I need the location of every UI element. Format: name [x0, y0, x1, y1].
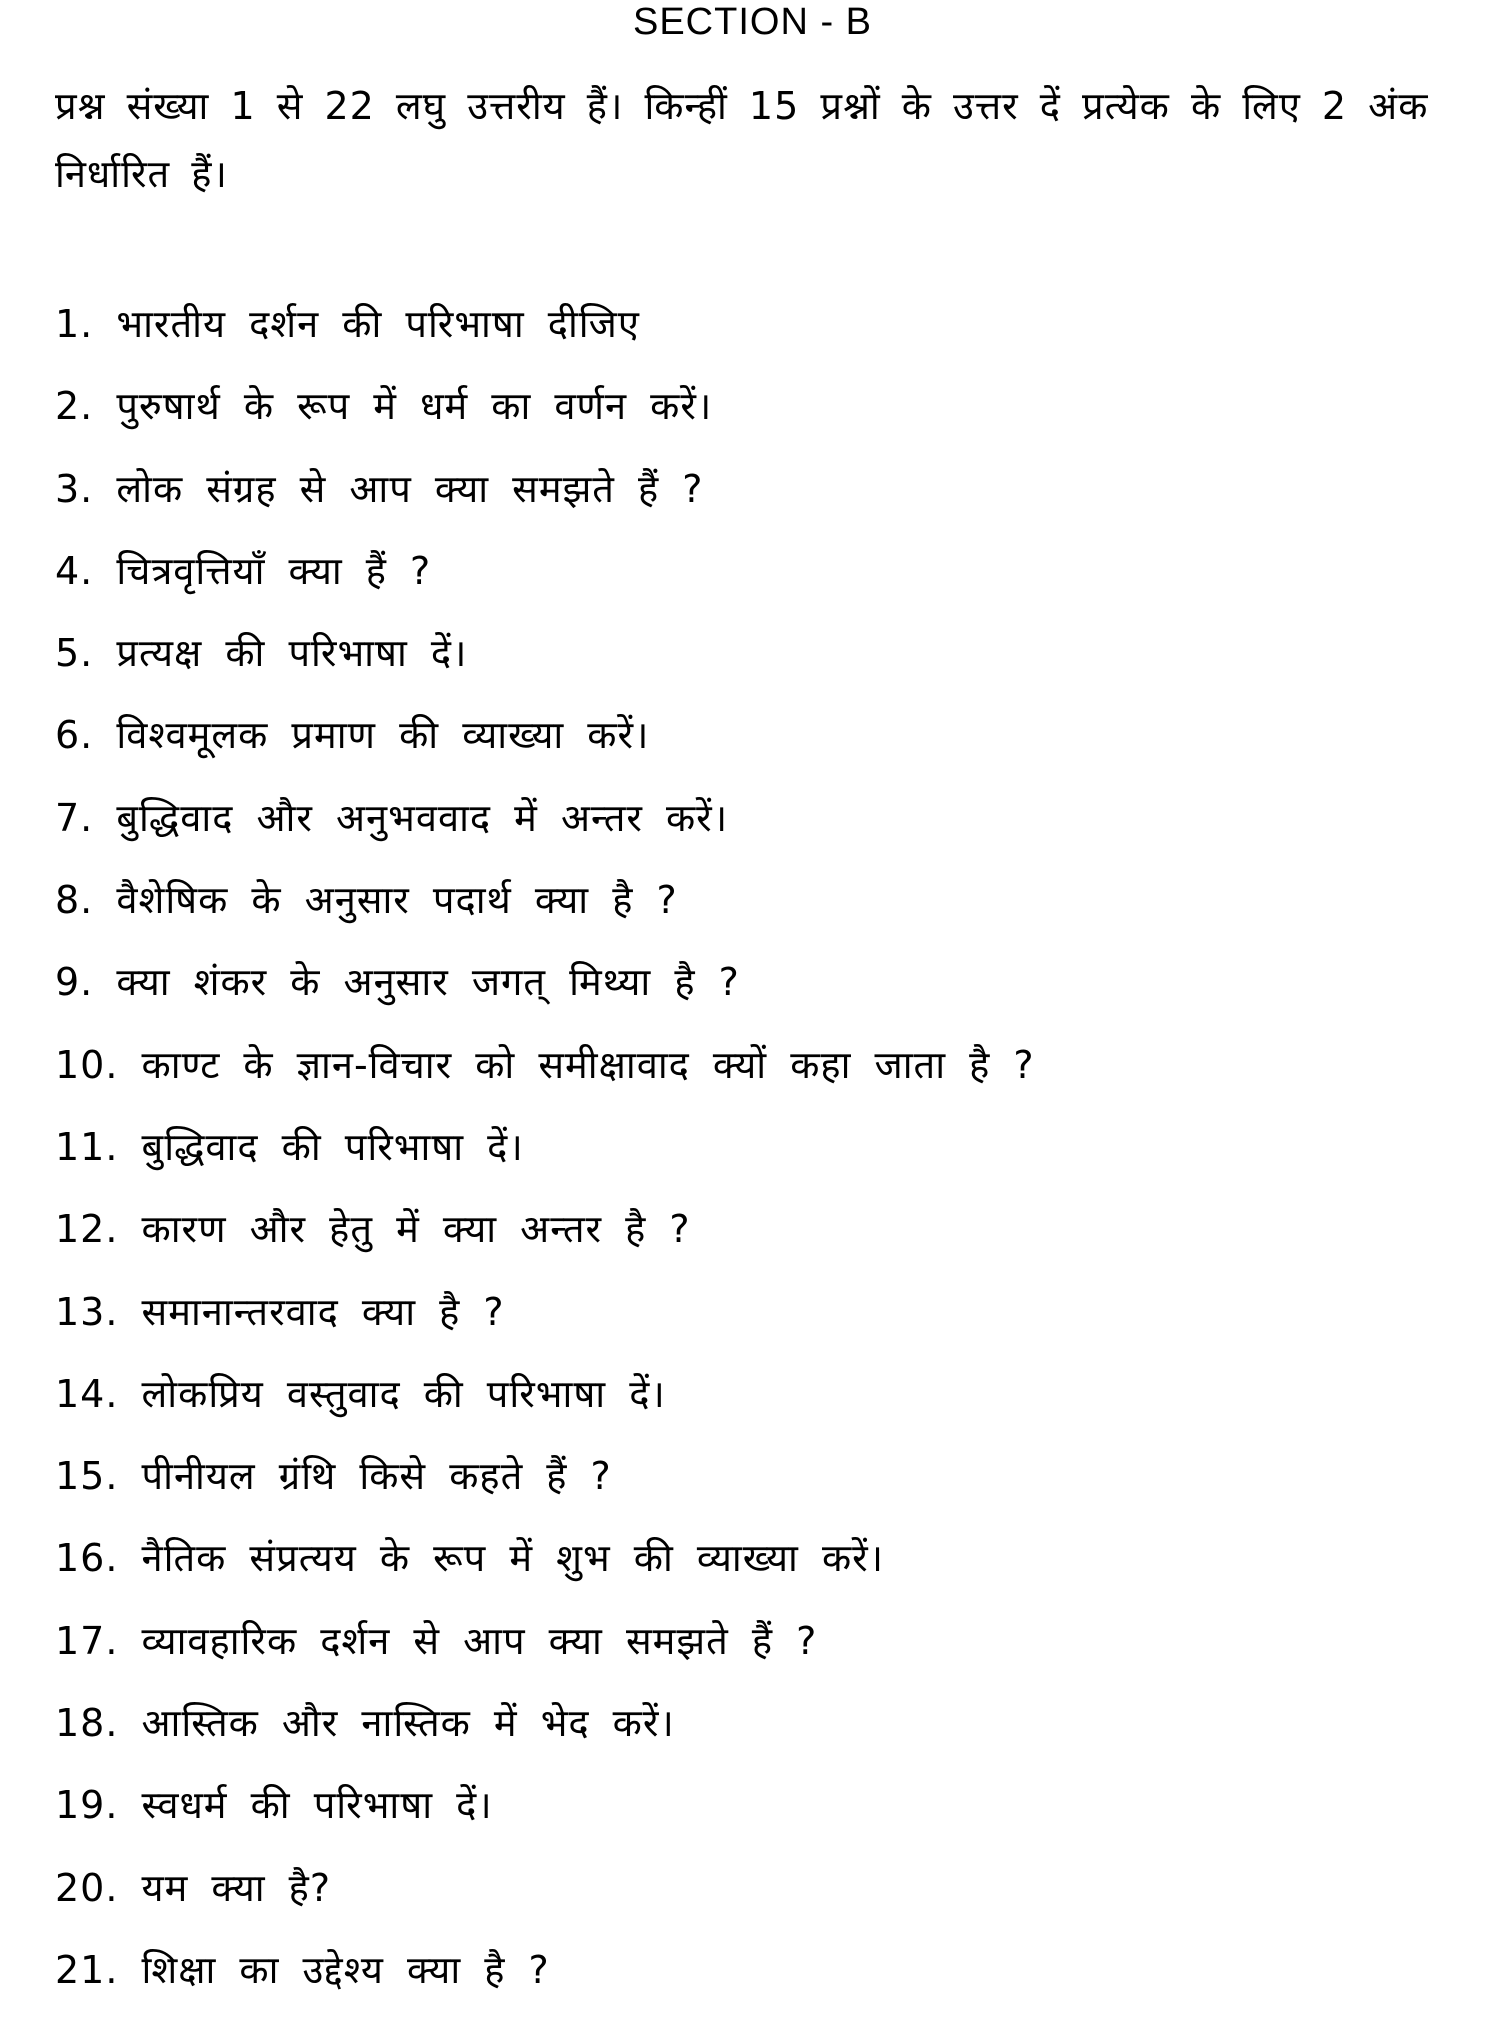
- question-text: बुद्धिवाद की परिभाषा दें।: [141, 1124, 524, 1169]
- question-number: 15.: [55, 1454, 119, 1499]
- question-item: [55, 1450, 1455, 1532]
- question-number: 11.: [55, 1124, 119, 1169]
- question-item: [55, 380, 1455, 462]
- question-text: पुरुषार्थ के रूप में धर्म का वर्णन करें।: [116, 384, 713, 429]
- question-item: [55, 463, 1455, 545]
- question-item: [55, 1697, 1455, 1779]
- question-number: 19.: [55, 1783, 119, 1828]
- question-text: बुद्धिवाद और अनुभववाद में अन्तर करें।: [116, 795, 729, 840]
- instructions-paragraph: प्रश्न संख्या 1 से 22 लघु उत्तरीय हैं। किन्हीं 15 प्रश्नों के उत्तर दें प्रत्येक के लिए 2 अंक निर्धारित हैं।: [55, 84, 1429, 196]
- question-text: वैशेषिक के अनुसार पदार्थ क्या है ?: [116, 878, 678, 923]
- question-text: प्रत्यक्ष की परिभाषा दें।: [116, 631, 468, 676]
- question-number: 16.: [55, 1536, 119, 1581]
- question-text: भारतीय दर्शन की परिभाषा दीजिए: [116, 302, 640, 346]
- question-number: 20.: [55, 1865, 119, 1910]
- question-number: 17.: [55, 1618, 119, 1663]
- question-number: 10.: [55, 1042, 119, 1087]
- section-title: SECTION - B: [632, 1, 873, 43]
- question-list: [55, 298, 1455, 2026]
- question-text: व्यावहारिक दर्शन से आप क्या समझते हैं ?: [141, 1618, 818, 1663]
- question-item: [55, 1039, 1455, 1121]
- question-text: लोकप्रिय वस्तुवाद की परिभाषा दें।: [141, 1371, 666, 1416]
- question-item: [55, 1203, 1455, 1285]
- question-text: स्वधर्म की परिभाषा दें।: [141, 1783, 493, 1828]
- question-item: [55, 1615, 1455, 1697]
- question-text: चित्रवृत्तियाँ क्या हैं ?: [116, 548, 432, 593]
- question-item: [55, 1368, 1455, 1450]
- question-number: 3.: [55, 466, 94, 511]
- question-text: विश्वमूलक प्रमाण की व्याख्या करें।: [116, 713, 650, 758]
- question-item: [55, 1286, 1455, 1368]
- question-item: [55, 298, 1455, 380]
- question-number: 21.: [55, 1947, 119, 1992]
- question-number: 13.: [55, 1289, 119, 1334]
- question-number: 18.: [55, 1701, 119, 1746]
- question-text: काण्ट के ज्ञान-विचार को समीक्षावाद क्यों कहा जाता है ?: [141, 1042, 1035, 1087]
- question-number: 9.: [55, 960, 94, 1005]
- question-item: [55, 792, 1455, 874]
- question-item: [55, 709, 1455, 791]
- question-text: समानान्तरवाद क्या है ?: [141, 1289, 505, 1334]
- question-text: क्या शंकर के अनुसार जगत् मिथ्या है ?: [116, 960, 740, 1005]
- question-text: नैतिक संप्रत्यय के रूप में शुभ की व्याख्या करें।: [141, 1536, 885, 1581]
- question-number: 14.: [55, 1371, 119, 1416]
- question-text: लोक संग्रह से आप क्या समझते हैं ?: [116, 466, 704, 511]
- question-item: [55, 627, 1455, 709]
- question-item: [55, 956, 1455, 1038]
- question-item: [55, 1944, 1455, 2026]
- question-text: शिक्षा का उद्देश्य क्या है ?: [141, 1947, 550, 1992]
- question-item: [55, 1862, 1455, 1944]
- question-number: 4.: [55, 548, 94, 593]
- question-number: 6.: [55, 713, 94, 758]
- question-number: 12.: [55, 1207, 119, 1252]
- question-text: पीनीयल ग्रंथि किसे कहते हैं ?: [141, 1454, 612, 1499]
- question-item: [55, 1121, 1455, 1203]
- question-number: 7.: [55, 795, 94, 840]
- question-number: 5.: [55, 631, 94, 676]
- question-item: [55, 545, 1455, 627]
- question-item: [55, 1532, 1455, 1614]
- question-text: आस्तिक और नास्तिक में भेद करें।: [141, 1701, 675, 1746]
- question-number: 1.: [55, 302, 94, 346]
- question-item: [55, 1779, 1455, 1861]
- question-number: 2.: [55, 384, 94, 429]
- question-text: कारण और हेतु में क्या अन्तर है ?: [141, 1207, 691, 1252]
- question-text: यम क्या है?: [141, 1865, 332, 1910]
- question-item: [55, 874, 1455, 956]
- question-number: 8.: [55, 878, 94, 923]
